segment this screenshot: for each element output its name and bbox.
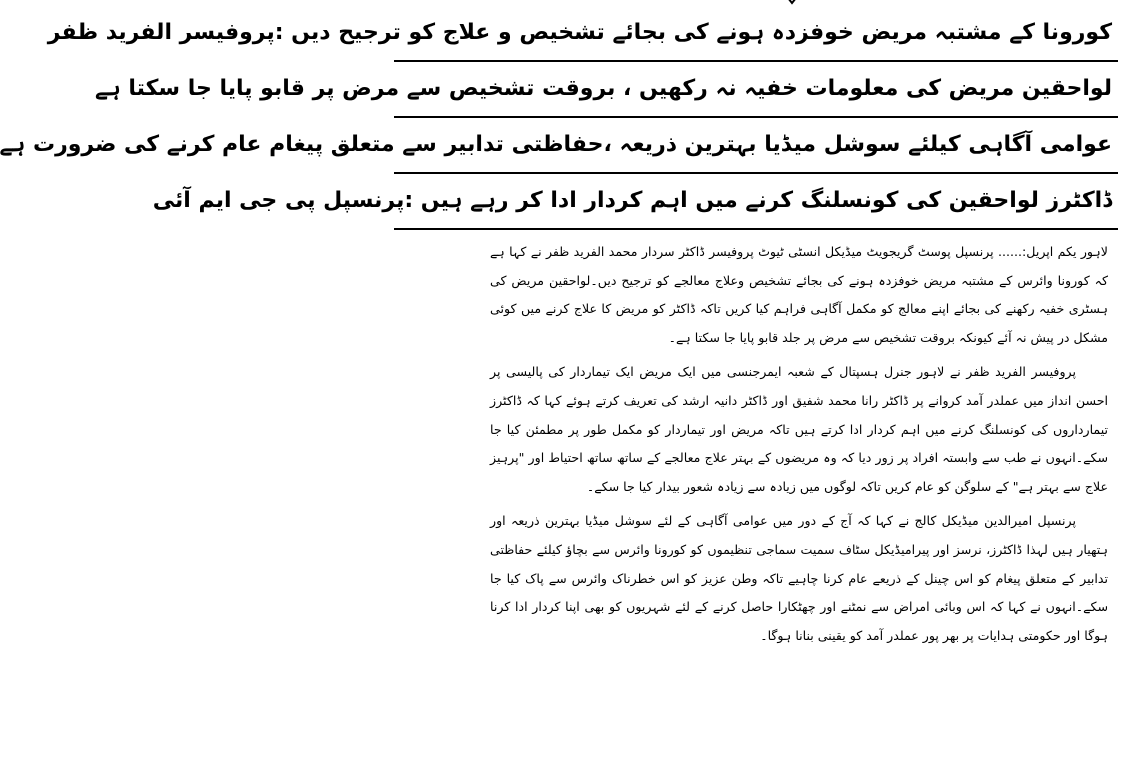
headline-block [0,6,1118,230]
article-body [490,238,1108,656]
headline-4: ڈاکٹرز لواحقین کی کونسلنگ کرنے میں اہم کردار ادا کر رہے ہیں :پرنسپل پی جی ایم آئی [394,174,1118,230]
paragraph-1: لاہور یکم اپریل:...... پرنسپل پوسٹ گریجویٹ میڈیکل انسٹی ٹیوٹ پروفیسر ڈاکٹر سردار محمد الفرید ظفر نے کہا ہے کہ کورونا وائرس کے مشتبہ مریض خوفزدہ ہونے کی بجائے تشخیص وعلاج معالجے کو ترجیح دیں۔لواحقین مریض کی ہسٹری خفیہ رکھنے کی بجائے اپنے معالج کو مکمل آگاہی فراہم کیا کریں تاکہ ڈاکٹر کو مریض کا علاج کرنے میں کوئی مشکل در پیش نہ آئے کیونکہ بروقت تشخیص سے مرض پر جلد قابو پایا جا سکتا ہے۔ [490,244,1108,345]
paragraph-2: پروفیسر الفرید ظفر نے لاہور جنرل ہسپتال کے شعبہ ایمرجنسی میں ایک مریض ایک تیماردار کی پالیسی پر احسن انداز میں عملدر آمد کروانے پر ڈاکٹر رانا محمد شفیق اور ڈاکٹر دانیہ ارشد کی تعریف کرتے ہوئے کہا کہ ڈاکٹرز تیمارداروں کی کونسلنگ کرنے میں اہم کردار ادا کرتے ہیں تاکہ مریض اور تیماردار کو مکمل طور پر مطمئن کیا جا سکے۔انہوں نے طب سے وابستہ افراد پر زور دیا کہ وہ مریضوں کے بہتر علاج معالجے کے ساتھ ساتھ احتیاط اور "پرہیز علاج سے بہتر ہے" کے سلوگن کو عام کریں تاکہ لوگوں میں زیادہ سے زیادہ شعور بیدار کیا جا سکے۔ [490,364,1108,494]
headline-1: کورونا کے مشتبہ مریض خوفزدہ ہونے کی بجائے تشخیص و علاج کو ترجیح دیں :پروفیسر الفرید ظفر [394,6,1118,62]
headline-3: عوامی آگاہی کیلئے سوشل میڈیا بہترین ذریعہ ،حفاظتی تدابیر سے متعلق پیغام عام کرنے کی ضرورت ہے [394,118,1118,174]
paragraph-3: پرنسپل امیرالدین میڈیکل کالج نے کہا کہ آج کے دور میں عوامی آگاہی کے لئے سوشل میڈیا بہترین ذریعہ اور ہتھیار ہیں لہذا ڈاکٹرز، نرسز اور پیرامیڈیکل سٹاف سمیت سماجی تنظیموں کو کورونا وائرس سے بچاؤ کیلئے حفاظتی تدابیر کے متعلق پیغام کو اس چینل کے ذریعے عام کرنا چاہیے تاکہ وطن عزیز کو اس خطرناک وائرس سے پاک کیا جا سکے۔انہوں نے کہا کہ اس وبائی امراض سے نمٹنے اور چھٹکارا حاصل کرنے کے لئے شہریوں کو بھی اپنا کردار ادا کرنا ہوگا اور حکومتی ہدایات پر بھر پور عملدر آمد کو یقینی بنانا ہوگا۔ [490,513,1108,643]
headline-2: لواحقین مریض کی معلومات خفیہ نہ رکھیں ، بروقت تشخیص سے مرض پر قابو پایا جا سکتا ہے [394,62,1118,118]
